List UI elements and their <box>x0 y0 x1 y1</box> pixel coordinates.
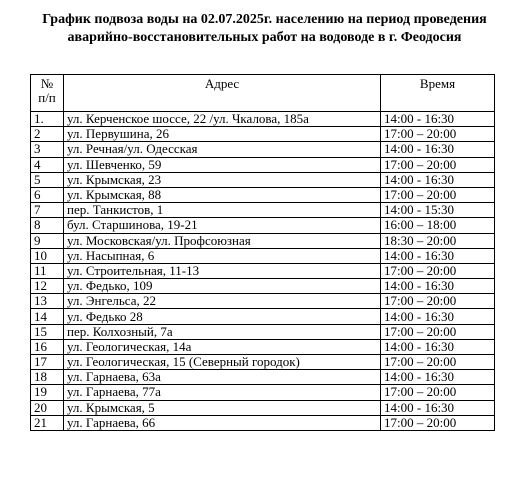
table-row <box>31 339 495 354</box>
table-row <box>31 309 495 324</box>
row-time: 18:30 – 20:00 <box>381 233 495 248</box>
row-number: 3 <box>31 142 64 157</box>
row-time: 17:00 – 20:00 <box>381 385 495 400</box>
table-header <box>31 75 495 112</box>
table-row <box>31 400 495 415</box>
row-number: 7 <box>31 203 64 218</box>
table-row <box>31 370 495 385</box>
table-row <box>31 294 495 309</box>
row-address: пер. Танкистов, 1 <box>64 203 381 218</box>
row-time: 17:00 – 20:00 <box>381 157 495 172</box>
row-address: ул. Гарнаева, 63а <box>64 370 381 385</box>
row-number: 20 <box>31 400 64 415</box>
row-time: 14:00 - 16:30 <box>381 172 495 187</box>
table-row <box>31 142 495 157</box>
row-time: 14:00 - 16:30 <box>381 142 495 157</box>
row-time: 14:00 - 16:30 <box>381 248 495 263</box>
table-row <box>31 187 495 202</box>
row-time: 14:00 - 16:30 <box>381 279 495 294</box>
table-row <box>31 172 495 187</box>
row-time: 14:00 - 15:30 <box>381 203 495 218</box>
row-address: ул. Строительная, 11-13 <box>64 263 381 278</box>
row-address: ул. Первушина, 26 <box>64 127 381 142</box>
table-row <box>31 218 495 233</box>
table-row <box>31 279 495 294</box>
row-time: 17:00 – 20:00 <box>381 415 495 430</box>
row-number: 15 <box>31 324 64 339</box>
header-number <box>31 75 64 112</box>
table-row <box>31 233 495 248</box>
table-row <box>31 248 495 263</box>
row-number: 9 <box>31 233 64 248</box>
row-number: 17 <box>31 355 64 370</box>
title-line-1: График подвоза воды на 02.07.2025г. населению на период проведения <box>42 12 487 27</box>
row-address: бул. Старшинова, 19-21 <box>64 218 381 233</box>
table-body <box>31 112 495 431</box>
table-row <box>31 263 495 278</box>
title-line-2: аварийно-восстановительных работ на водоводе в г. Феодосия <box>67 30 462 45</box>
table-row <box>31 127 495 142</box>
row-time: 17:00 – 20:00 <box>381 324 495 339</box>
row-address: ул. Насыпная, 6 <box>64 248 381 263</box>
row-address: ул. Шевченко, 59 <box>64 157 381 172</box>
row-time: 17:00 – 20:00 <box>381 127 495 142</box>
row-time: 16:00 – 18:00 <box>381 218 495 233</box>
row-address: ул. Федько 28 <box>64 309 381 324</box>
header-number-line-1: № <box>40 76 54 91</box>
row-address: ул. Энгельса, 22 <box>64 294 381 309</box>
table-row <box>31 385 495 400</box>
page-title <box>0 11 529 47</box>
row-number: 8 <box>31 218 64 233</box>
row-address: ул. Геологическая, 14а <box>64 339 381 354</box>
table-row <box>31 112 495 127</box>
row-address: ул. Речная/ул. Одесская <box>64 142 381 157</box>
row-number: 19 <box>31 385 64 400</box>
row-number: 6 <box>31 187 64 202</box>
header-row <box>31 75 495 112</box>
row-time: 17:00 – 20:00 <box>381 187 495 202</box>
row-time: 14:00 - 16:30 <box>381 112 495 127</box>
header-address: Адрес <box>64 75 381 112</box>
row-number: 2 <box>31 127 64 142</box>
row-number: 16 <box>31 339 64 354</box>
row-address: ул. Крымская, 88 <box>64 187 381 202</box>
row-address: ул. Московская/ул. Профсоюзная <box>64 233 381 248</box>
header-number-line-2: п/п <box>38 90 56 105</box>
header-time: Время <box>381 75 495 112</box>
row-address: ул. Крымская, 5 <box>64 400 381 415</box>
table-row <box>31 157 495 172</box>
row-number: 5 <box>31 172 64 187</box>
row-address: ул. Гарнаева, 66 <box>64 415 381 430</box>
row-time: 17:00 – 20:00 <box>381 355 495 370</box>
row-number: 12 <box>31 279 64 294</box>
row-address: ул. Гарнаева, 77а <box>64 385 381 400</box>
row-number: 1. <box>31 112 64 127</box>
row-time: 14:00 - 16:30 <box>381 400 495 415</box>
table-row <box>31 324 495 339</box>
table-row <box>31 355 495 370</box>
row-address: пер. Колхозный, 7а <box>64 324 381 339</box>
row-address: ул. Геологическая, 15 (Северный городок) <box>64 355 381 370</box>
row-time: 14:00 - 16:30 <box>381 309 495 324</box>
row-address: ул. Федько, 109 <box>64 279 381 294</box>
row-number: 10 <box>31 248 64 263</box>
row-number: 4 <box>31 157 64 172</box>
table-row <box>31 203 495 218</box>
row-time: 17:00 – 20:00 <box>381 294 495 309</box>
row-number: 14 <box>31 309 64 324</box>
row-address: ул. Керченское шоссе, 22 /ул. Чкалова, 185а <box>64 112 381 127</box>
row-number: 11 <box>31 263 64 278</box>
water-schedule-table <box>30 74 495 431</box>
row-time: 17:00 – 20:00 <box>381 263 495 278</box>
row-number: 21 <box>31 415 64 430</box>
row-time: 14:00 - 16:30 <box>381 339 495 354</box>
table-row <box>31 415 495 430</box>
row-number: 13 <box>31 294 64 309</box>
row-time: 14:00 - 16:30 <box>381 370 495 385</box>
row-number: 18 <box>31 370 64 385</box>
row-address: ул. Крымская, 23 <box>64 172 381 187</box>
